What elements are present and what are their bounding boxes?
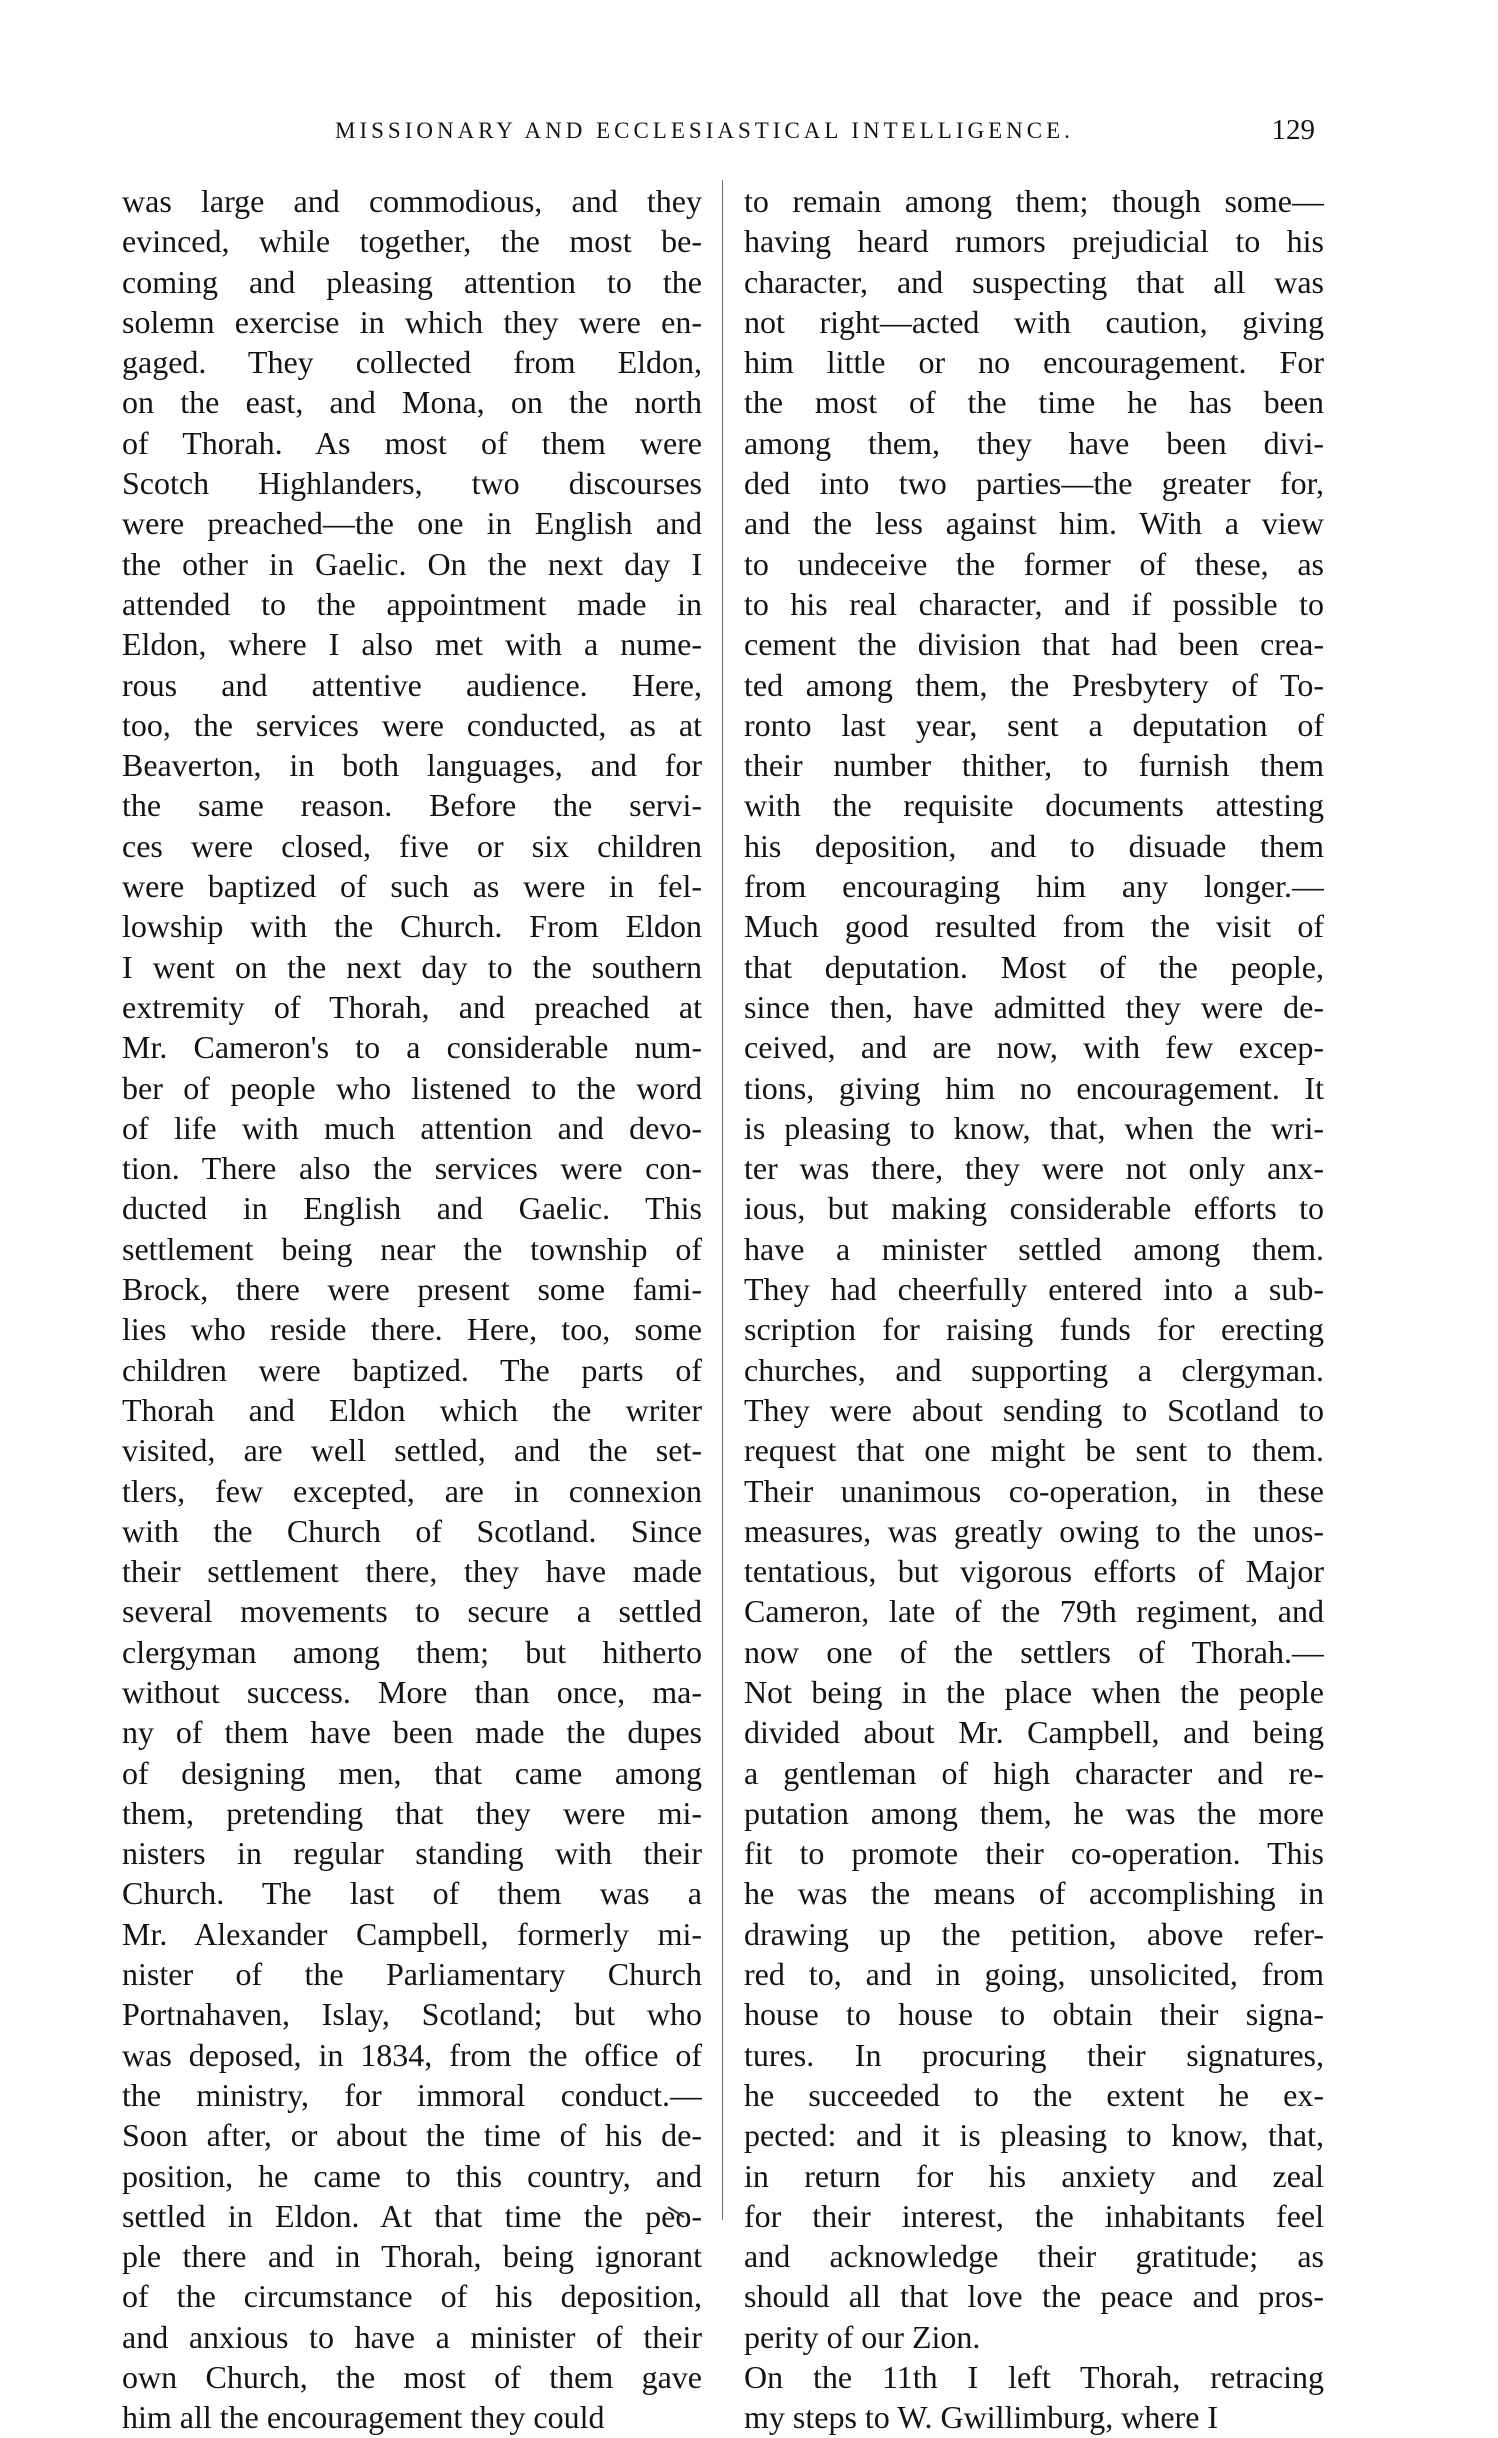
text-line: with the Church of Scotland. Since — [122, 1512, 702, 1549]
text-line: Soon after, or about the time of his de- — [122, 2117, 702, 2154]
text-line: for their interest, the inhabitants feel — [744, 2197, 1324, 2234]
text-line: On the 11th I left Thorah, retracing — [744, 2359, 1324, 2396]
text-line: he was the means of accomplishing in — [744, 1875, 1324, 1912]
text-line: own Church, the most of them gave — [122, 2359, 702, 2396]
page-number: 129 — [1271, 114, 1315, 146]
column-divider — [722, 180, 723, 2220]
text-line: ducted in English and Gaelic. This — [122, 1190, 702, 1227]
text-line: their settlement there, they have made — [122, 1553, 702, 1590]
text-line: character, and suspecting that all was — [744, 263, 1324, 300]
text-line: Portnahaven, Islay, Scotland; but who — [122, 1996, 702, 2033]
text-line: of life with much attention and devo- — [122, 1109, 702, 1146]
text-line: in return for his anxiety and zeal — [744, 2157, 1324, 2194]
text-line: ber of people who listened to the word — [122, 1069, 702, 1106]
text-line: Their unanimous co-operation, in these — [744, 1472, 1324, 1509]
text-line: to remain among them; though some— — [744, 183, 1324, 219]
text-line: I went on the next day to the southern — [122, 948, 702, 985]
text-line: on the east, and Mona, on the north — [122, 384, 702, 421]
text-line: should all that love the peace and pros- — [744, 2278, 1324, 2315]
text-line: clergyman among them; but hitherto — [122, 1633, 702, 1670]
text-line: settlement being near the township of — [122, 1230, 702, 1267]
text-line: Thorah and Eldon which the writer — [122, 1391, 702, 1428]
text-line: and anxious to have a minister of their — [122, 2318, 702, 2355]
text-line: Much good resulted from the visit of — [744, 908, 1324, 945]
text-line: evinced, while together, the most be- — [122, 223, 702, 260]
right-text-column — [744, 181, 1324, 2438]
text-line: ple there and in Thorah, being ignorant — [122, 2238, 702, 2275]
text-line: of Thorah. As most of them were — [122, 424, 702, 461]
text-line: tentatious, but vigorous efforts of Major — [744, 1553, 1324, 1590]
text-line: too, the services were conducted, as at — [122, 706, 702, 743]
text-line: solemn exercise in which they were en- — [122, 303, 702, 340]
text-line: his deposition, and to disuade them — [744, 827, 1324, 864]
text-line: a gentleman of high character and re- — [744, 1754, 1324, 1791]
text-line: putation among them, he was the more — [744, 1794, 1324, 1831]
text-line: nisters in regular standing with their — [122, 1835, 702, 1872]
text-line: Church. The last of them was a — [122, 1875, 702, 1912]
text-line: that deputation. Most of the people, — [744, 948, 1324, 985]
text-line: now one of the settlers of Thorah.— — [744, 1633, 1324, 1670]
text-line: were baptized of such as were in fel- — [122, 868, 702, 905]
text-line: without success. More than once, ma- — [122, 1673, 702, 1710]
text-line: was deposed, in 1834, from the office of — [122, 2036, 702, 2073]
stray-ink-mark — [666, 2205, 688, 2219]
text-line: them, pretending that they were mi- — [122, 1794, 702, 1831]
text-line: their number thither, to furnish them — [744, 747, 1324, 784]
text-line: the most of the time he has been — [744, 384, 1324, 421]
text-line: children were baptized. The parts of — [122, 1351, 702, 1388]
text-line: house to house to obtain their signa- — [744, 1996, 1324, 2033]
text-line: extremity of Thorah, and preached at — [122, 988, 702, 1025]
text-line: having heard rumors prejudicial to his — [744, 223, 1324, 260]
text-line: with the requisite documents attesting — [744, 787, 1324, 824]
text-line: pected: and it is pleasing to know, that, — [744, 2117, 1324, 2154]
text-line: divided about Mr. Campbell, and being — [744, 1714, 1324, 1751]
text-line: rous and attentive audience. Here, — [122, 666, 702, 703]
text-line: him little or no encouragement. For — [744, 344, 1324, 381]
text-line: and acknowledge their gratitude; as — [744, 2238, 1324, 2275]
text-line: red to, and in going, unsolicited, from — [744, 1956, 1324, 1993]
running-title: MISSIONARY AND ECCLESIASTICAL INTELLIGENCE. — [335, 118, 1074, 143]
running-head — [120, 114, 1315, 158]
text-line: Beaverton, in both languages, and for — [122, 747, 702, 784]
text-line: to his real character, and if possible to — [744, 585, 1324, 622]
text-line: and the less against him. With a view — [744, 505, 1324, 542]
text-line: of the circumstance of his deposition, — [122, 2278, 702, 2315]
text-line: request that one might be sent to them. — [744, 1432, 1324, 1469]
text-line: Cameron, late of the 79th regiment, and — [744, 1593, 1324, 1630]
text-line: him all the encouragement they could — [122, 2399, 605, 2436]
text-line: of designing men, that came among — [122, 1754, 702, 1791]
text-line: fit to promote their co-operation. This — [744, 1835, 1324, 1872]
text-line: the ministry, for immoral conduct.— — [122, 2076, 702, 2113]
text-line: position, he came to this country, and — [122, 2157, 702, 2194]
text-line: the other in Gaelic. On the next day I — [122, 545, 702, 582]
text-line: ded into two parties—the greater for, — [744, 465, 1324, 502]
text-line: settled in Eldon. At that time the peo- — [122, 2197, 702, 2234]
text-line: my steps to W. Gwillimburg, where I — [744, 2399, 1219, 2436]
text-line: scription for raising funds for erecting — [744, 1311, 1324, 1348]
text-line: among them, they have been divi- — [744, 424, 1324, 461]
text-line: is pleasing to know, that, when the wri- — [744, 1109, 1324, 1146]
text-line: tlers, few excepted, are in connexion — [122, 1472, 702, 1509]
text-line: ronto last year, sent a deputation of — [744, 706, 1324, 743]
text-line: They had cheerfully entered into a sub- — [744, 1271, 1324, 1308]
text-line: ny of them have been made the dupes — [122, 1714, 702, 1751]
text-line: not right—acted with caution, giving — [744, 303, 1324, 340]
text-line: ious, but making considerable efforts to — [744, 1190, 1324, 1227]
text-line: ter was there, they were not only anx- — [744, 1150, 1324, 1187]
text-line: to undeceive the former of these, as — [744, 545, 1324, 582]
text-line: since then, have admitted they were de- — [744, 988, 1324, 1025]
text-line: he succeeded to the extent he ex- — [744, 2076, 1324, 2113]
text-line: Eldon, where I also met with a nume- — [122, 626, 702, 663]
text-line: tions, giving him no encouragement. It — [744, 1069, 1324, 1106]
text-line: Not being in the place when the people — [744, 1673, 1324, 1710]
text-line: the same reason. Before the servi- — [122, 787, 702, 824]
text-line: Mr. Cameron's to a considerable num- — [122, 1029, 702, 1066]
text-line: visited, are well settled, and the set- — [122, 1432, 702, 1469]
text-line: churches, and supporting a clergyman. — [744, 1351, 1324, 1388]
text-line: was large and commodious, and they — [122, 183, 702, 219]
text-line: nister of the Parliamentary Church — [122, 1956, 702, 1993]
text-line: have a minister settled among them. — [744, 1230, 1324, 1267]
text-line: cement the division that had been crea- — [744, 626, 1324, 663]
text-line: lies who reside there. Here, too, some — [122, 1311, 702, 1348]
text-line: tion. There also the services were con- — [122, 1150, 702, 1187]
text-line: from encouraging him any longer.— — [744, 868, 1324, 905]
text-line: attended to the appointment made in — [122, 585, 702, 622]
text-line: ceived, and are now, with few excep- — [744, 1029, 1324, 1066]
text-line: They were about sending to Scotland to — [744, 1391, 1324, 1428]
text-line: several movements to secure a settled — [122, 1593, 702, 1630]
text-line: lowship with the Church. From Eldon — [122, 908, 702, 945]
text-line: ces were closed, five or six children — [122, 827, 702, 864]
text-line: perity of our Zion. — [744, 2318, 981, 2355]
text-line: Scotch Highlanders, two discourses — [122, 465, 702, 502]
text-line: Brock, there were present some fami- — [122, 1271, 702, 1308]
text-line: coming and pleasing attention to the — [122, 263, 702, 300]
text-line: drawing up the petition, above refer- — [744, 1915, 1324, 1952]
text-line: ted among them, the Presbytery of To- — [744, 666, 1324, 703]
text-line: Mr. Alexander Campbell, formerly mi- — [122, 1915, 702, 1952]
left-text-column — [122, 181, 702, 2438]
text-line: gaged. They collected from Eldon, — [122, 344, 702, 381]
text-line: were preached—the one in English and — [122, 505, 702, 542]
text-line: tures. In procuring their signatures, — [744, 2036, 1324, 2073]
text-line: measures, was greatly owing to the unos- — [744, 1512, 1324, 1549]
